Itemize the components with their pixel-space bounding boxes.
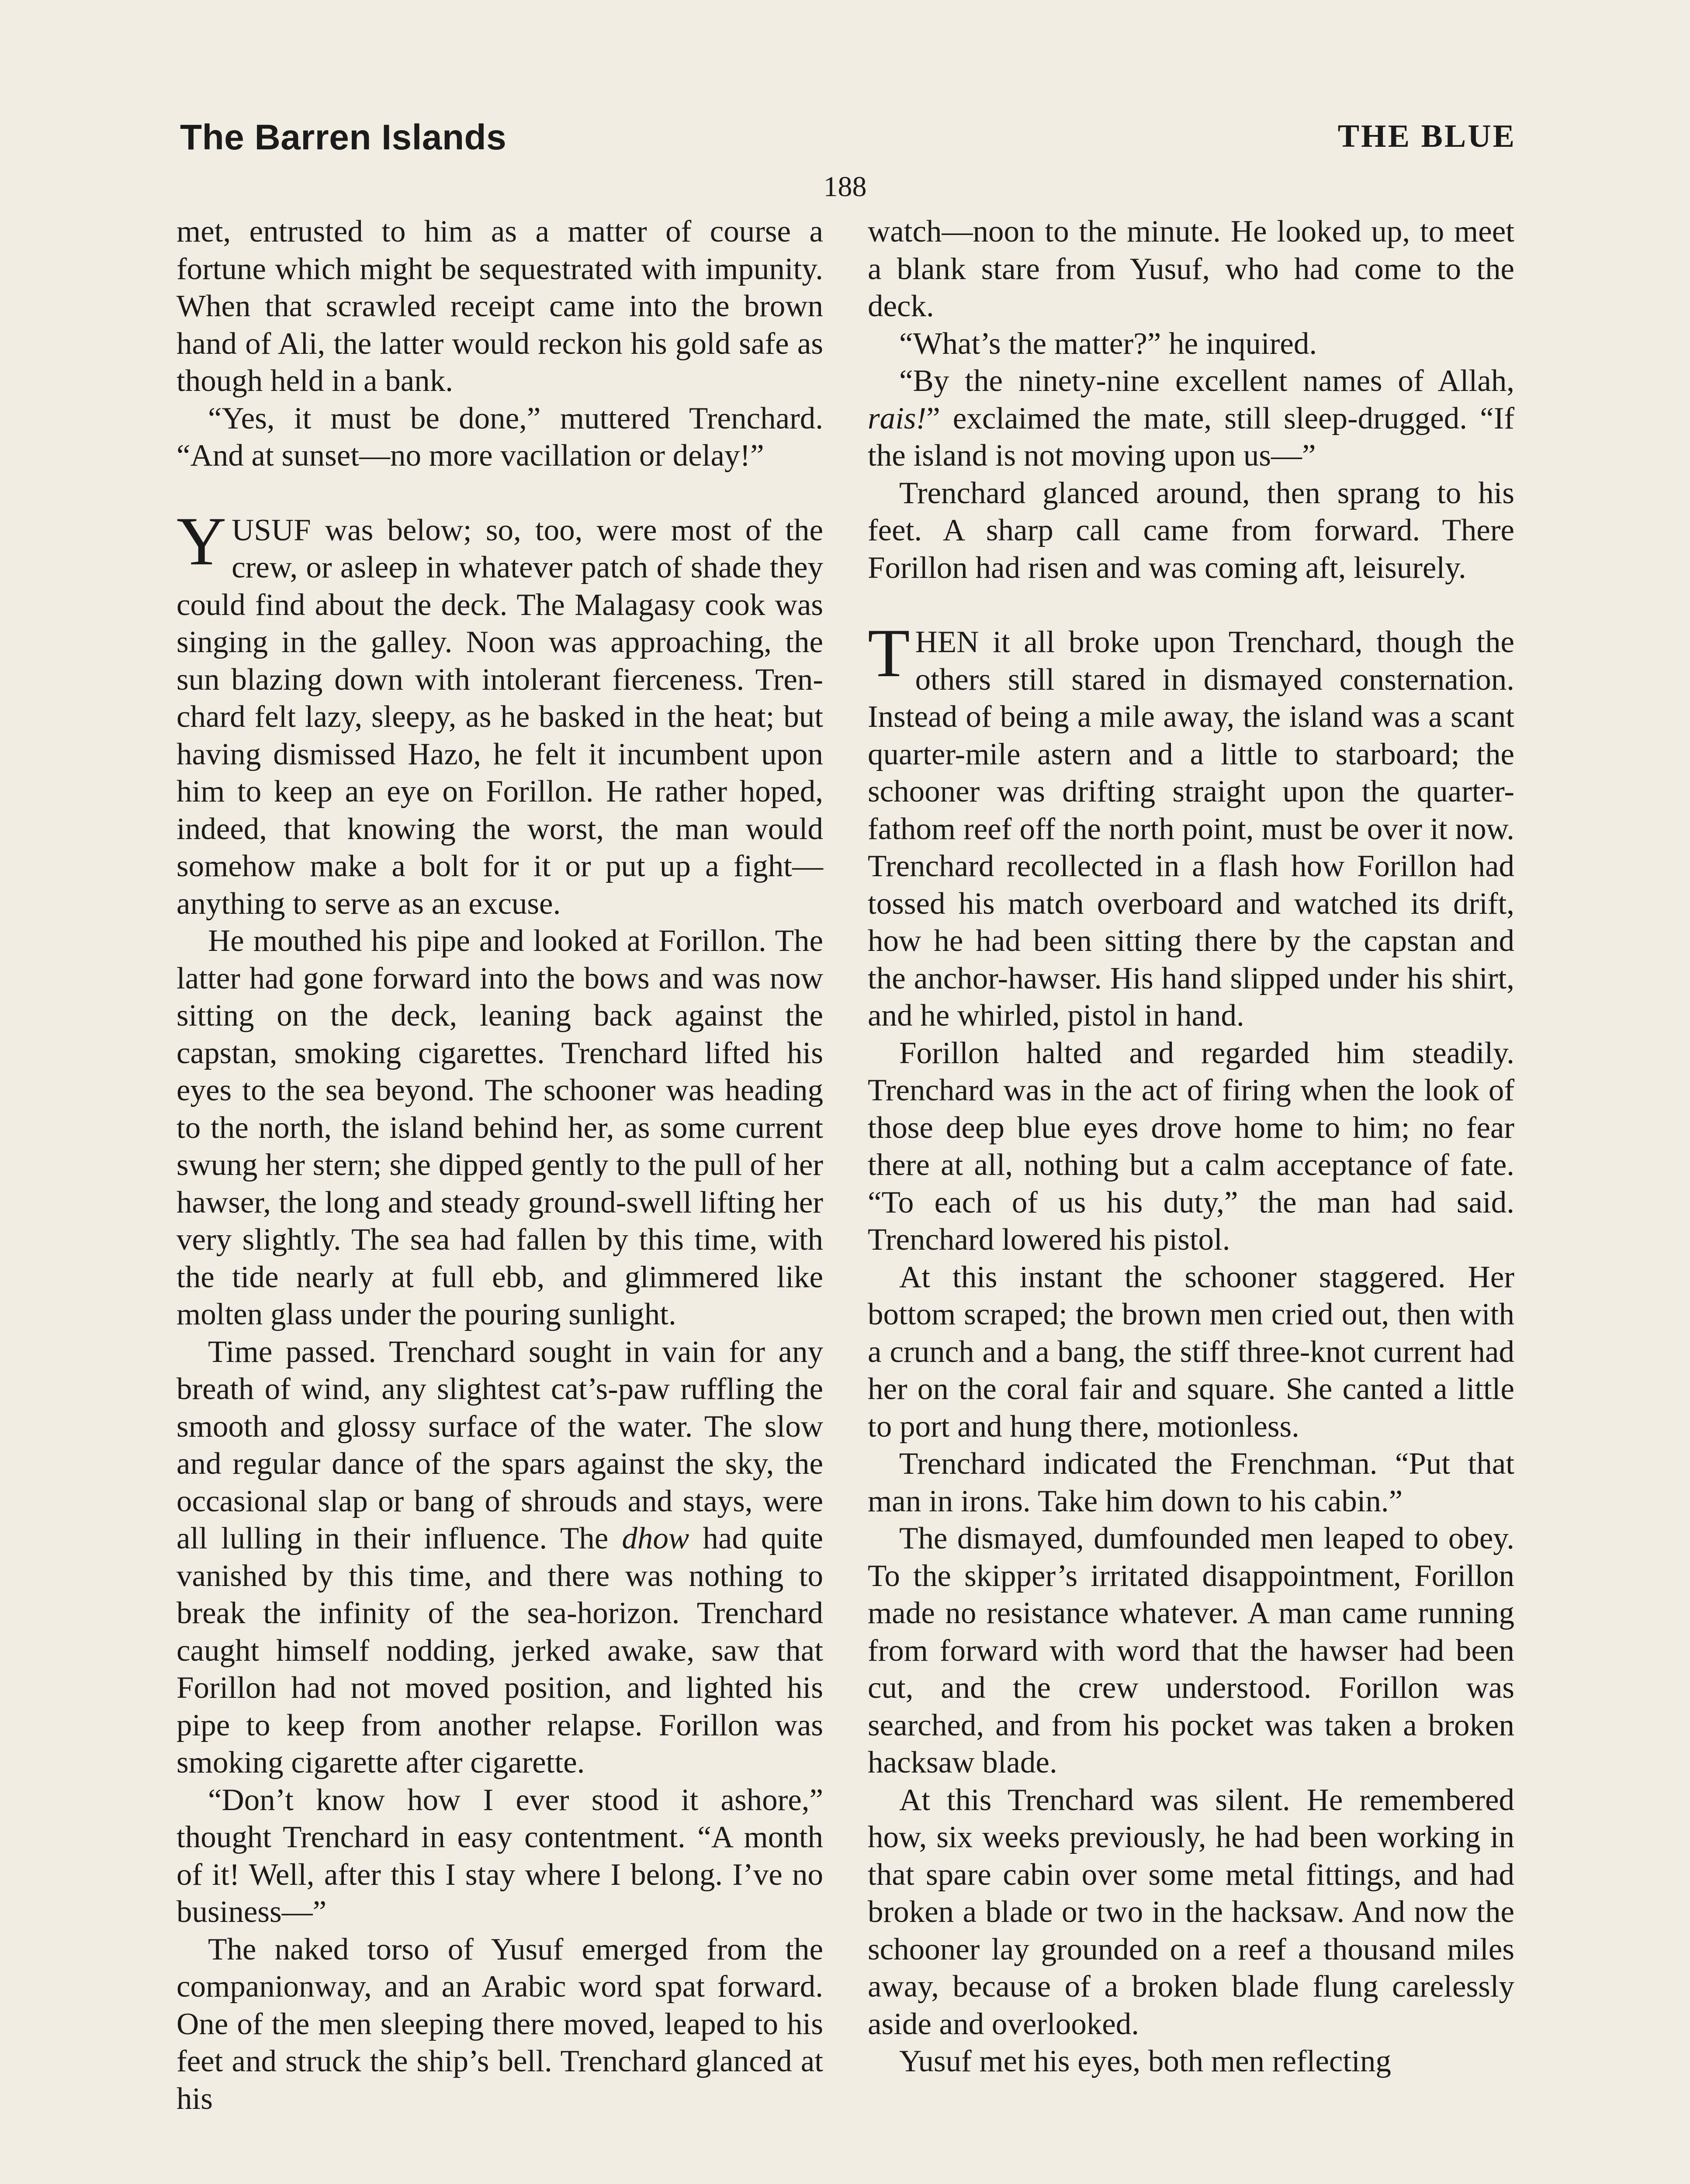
drop-cap: Y — [177, 503, 227, 580]
paragraph-l1 — [177, 213, 823, 400]
paragraph-l3 — [177, 503, 823, 923]
paragraph-text: Trenchard indicated the Frenchman. “Put that man in irons. Take him down to his cabin.” — [868, 1447, 1514, 1518]
paragraph-text: He mouthed his pipe and looked at Forillon. The latter had gone forward into the bows and was now sitting on the deck, leaning back against the capstan, smoking cigarettes. Trenchard lifted his eyes to the sea beyond. The schooner was heading to the north, the island behind her, as some current swung her stern; she dipped gently to the pull of her hawser, the long and steady ground-swell lifting her very slightly. The sea had fallen by this time, with the tide nearly at full ebb, and glimmered like molten glass under the pouring sunlight. — [177, 924, 823, 1331]
paragraph-text: Forillon halted and regarded him steadily. Trenchard was in the act of firing when the look of those deep blue eyes drove home to him; no fear there at all, nothing but a calm acceptance of fate. “To each of us his duty,” the man had said. Trenchard lowered his pistol. — [868, 1036, 1514, 1257]
paragraph-text: At this Trenchard was silent. He remembered how, six weeks previously, he had been working in that spare cabin over some metal fittings, and had broken a blade or two in the hacksaw. And now the schooner lay grounded on a reef a thousand miles away, because of a broken blade flung carelessly aside and overlooked. — [868, 1783, 1514, 2041]
paragraph-r8 — [868, 1445, 1514, 1520]
paragraph-r1 — [868, 213, 1514, 325]
paragraph-text: The dismayed, dumfounded men leaped to obey. To the skipper’s irritated disappointment, Forillon made no resistance whatever. A man came running from forward with word that the hawser had been cut, and the crew understood. Forillon was searched, and from his pocket was taken a broken hacksaw blade. — [868, 1521, 1514, 1780]
paragraph-l2 — [177, 400, 823, 475]
page-number: 188 — [823, 171, 867, 203]
paragraph-r11 — [868, 2043, 1514, 2080]
left-text-column — [177, 213, 823, 2118]
paragraph-r6 — [868, 1035, 1514, 1259]
paragraph-text: Time passed. Trenchard sought in vain for any breath of wind, any slightest cat’s-paw ruffling the smooth and glossy surface of the water. The slow and regular dance of the spars against the sky, the occasional slap or bang of shrouds and stays, were all lulling in their influence. The dhow had quite vanished by this time, and there was nothing to break the infinity of the sea-horizon. Trenchard caught himself nodding, jerked awake, saw that Forillon had not moved position, and lighted his pipe to keep from another relapse. Forillon was smoking cigarette after cigarette. — [177, 1334, 823, 1780]
paragraph-r5 — [868, 615, 1514, 1035]
running-title: The Barren Islands — [180, 117, 507, 157]
paragraph-text: HEN it all broke upon Trenchard, though the others still stared in dismayed consternation. Instead of being a mile away, the island was a scant quarter-mile astern and a little to starboard; the schooner was drifting straight upon the quarter-fathom reef off the north point, must be over it now. Trenchard recollected in a flash how Forillon had tossed his match overboard and watched its drift, how he had been sitting there by the capstan and the anchor-hawser. His hand slipped under his shirt, and he whirled, pistol in hand. — [868, 625, 1514, 1033]
paragraph-text: watch—noon to the minute. He looked up, to meet a blank stare from Yusuf, who had come to the deck. — [868, 214, 1514, 323]
paragraph-l6 — [177, 1782, 823, 1931]
paragraph-text: “Yes, it must be done,” muttered Trenchard. “And at sunset—no more vacillation or delay!” — [177, 401, 823, 473]
paragraph-l7 — [177, 1931, 823, 2118]
right-text-column — [868, 213, 1514, 2080]
paragraph-text: USUF was below; so, too, were most of the crew, or asleep in whatever patch of shade they could find about the deck. The Malagasy cook was singing in the galley. Noon was approaching, the sun blazing down with intolerant fierceness. Trenchard felt lazy, sleepy, as he basked in the heat; but having dismissed Hazo, he felt it incumbent upon him to keep an eye on Forillon. He rather hoped, indeed, that knowing the worst, the man would somehow make a bolt for it or put up a fight—anything to serve as an excuse. — [177, 513, 823, 921]
paragraph-text: At this instant the schooner staggered. Her bottom scraped; the brown men cried out, then with a crunch and a bang, the stiff three-knot current had her on the coral fair and square. She canted a little to port and hung there, motionless. — [868, 1260, 1514, 1444]
paragraph-r9 — [868, 1520, 1514, 1782]
paragraph-text: “What’s the matter?” he inquired. — [899, 326, 1317, 361]
paragraph-text: met, entrusted to him as a matter of course a fortune which might be sequestrated with impunity. When that scrawled receipt came into the brown hand of Ali, the latter would reckon his gold safe as though held in a bank. — [177, 214, 823, 398]
paragraph-text: “Don’t know how I ever stood it ashore,” thought Trenchard in easy contentment. “A month of it! Well, after this I stay where I belong. I’ve no business—” — [177, 1783, 823, 1929]
paragraph-r2 — [868, 325, 1514, 363]
paragraph-r3 — [868, 363, 1514, 475]
paragraph-l4 — [177, 923, 823, 1334]
paragraph-text: Yusuf met his eyes, both men reflecting — [899, 2044, 1391, 2078]
paragraph-l5 — [177, 1334, 823, 1782]
paragraph-r7 — [868, 1259, 1514, 1446]
magazine-title: THE BLUE — [1337, 118, 1516, 154]
paragraph-r10 — [868, 1782, 1514, 2043]
paragraph-text: The naked torso of Yusuf emerged from the companionway, and an Arabic word spat forward. One of the men sleeping there moved, leaped to his feet and struck the ship’s bell. Trenchard glanced at his — [177, 1932, 823, 2116]
paragraph-text: Trenchard glanced around, then sprang to his feet. A sharp call came from forward. There Forillon had risen and was coming aft, leisurely. — [868, 476, 1514, 585]
paragraph-text: “By the ninety-nine excellent names of Allah, rais!” exclaimed the mate, still sleep-drugged. “If the island is not moving upon us—” — [868, 364, 1514, 473]
paragraph-r4 — [868, 475, 1514, 587]
drop-cap: T — [868, 615, 910, 691]
